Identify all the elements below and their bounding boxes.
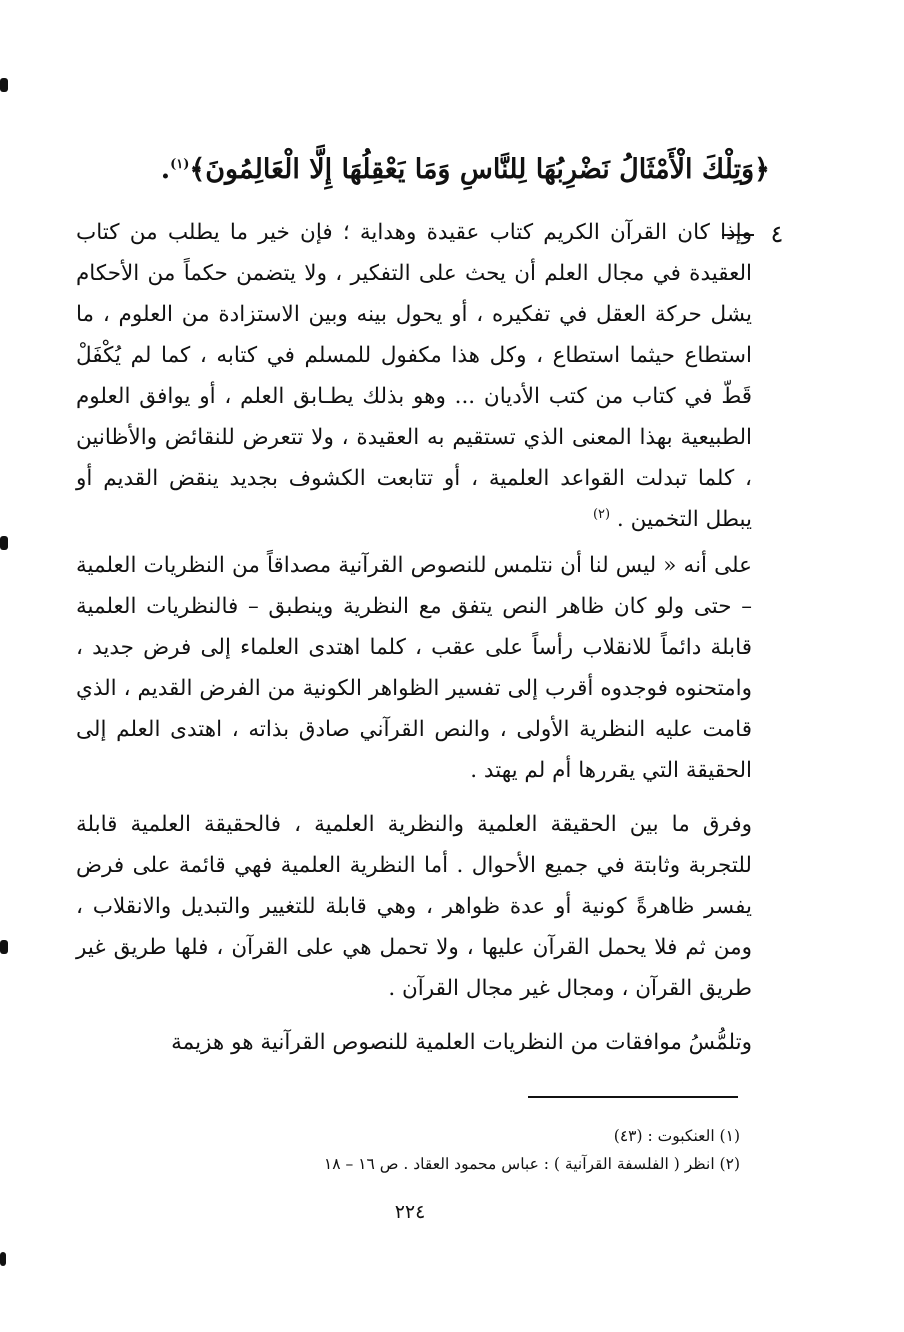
verse-footnote-ref: (١) [170,157,190,172]
paragraph-1 [76,212,752,540]
paragraph-3: وفرق ما بين الحقيقة العلمية والنظرية العلمية ، فالحقيقة العلمية قابلة للتجربة وثابتة في جميع الأحوال . أما النظرية العلمية فهي قائمة على فرض يفسر ظاهرةً كونية أو عدة ظواهر ، وهي قابلة للتغيير والتبديل والانقلاب ، ومن ثم فلا يحمل القرآن عليها ، ولا تحمل هي على القرآن ، فلها طريق غير طريق القرآن ، ومجال غير مجال القرآن . [76,812,752,1001]
margin-mark [0,536,8,550]
footnote-1: (١) العنكبوت : (٤٣) [613,1127,740,1145]
paragraph-2: على أنه « ليس لنا أن نتلمس للنصوص القرآنية مصداقاً من النظريات العلمية – حتى ولو كان ظاهر النص يتفق مع النظرية وينطبق – فالنظريات العلمية قابلة دائماً للانقلاب رأساً على عقب ، كلما اهتدى العلماء إلى فرض جديد ، وامتحنوه فوجدوه أقرب إلى تفسير الظواهر الكونية من الفرض القديم ، الذي قامت عليه النظرية الأولى ، والنص القرآني صادق بذاته ، اهتدى العلم إلى الحقيقة التي يقررها أم لم يهتد . [76,553,752,783]
page-number: ٢٢٤ [394,1201,426,1223]
footnote-2: (٢) انظر ( الفلسفة القرآنية ) : عباس محمود العقاد . ص ١٦ – ١٨ [323,1155,740,1173]
quran-verse [70,148,770,192]
paragraph-4: وتلمُّسُ موافقات من النظريات العلمية للنصوص القرآنية هو هزيمة [171,1030,752,1055]
margin-mark [0,940,8,954]
footnote-divider [528,1096,738,1098]
margin-mark [0,78,8,92]
verse-text: ﴿وَتِلْكَ الْأَمْثَالُ نَضْرِبُهَا لِلنَّاسِ وَمَا يَعْقِلُهَا إِلَّا الْعَالِمُونَ﴾ [189,154,770,185]
paragraph-1-text: وإذا كان القرآن الكريم كتاب عقيدة وهداية ؛ فإن خير ما يطلب من كتاب العقيدة في مجال العلم أن يحث على التفكير ، ولا يتضمن حكماً من الأحكام يشل حركة العقل في تفكيره ، أو يحول بينه وبين الاستزادة من العلوم ، ما استطاع حيثما استطاع ، وكل هذا مكفول للمسلم في كتابه ، كما لم يُكْفَلْ قَطّ في كتاب من كتب الأديان ... وهو بذلك يطـابق العلم ، أو يوافق العلوم الطبيعية بهذا المعنى الذي تستقيم به العقيدة ، ولا تتعرض للنقائض والأظانين ، كلما تبدلت القواعد العلمية ، أو تتابعت الكشوف بجديد ينقض القديم أو يبطل التخمين . [76,220,752,532]
point-number: ٤ [770,220,784,248]
margin-mark [0,1252,6,1266]
paragraph-1-footnote-ref: (٢) [592,506,611,522]
verse-end: . [160,154,171,185]
